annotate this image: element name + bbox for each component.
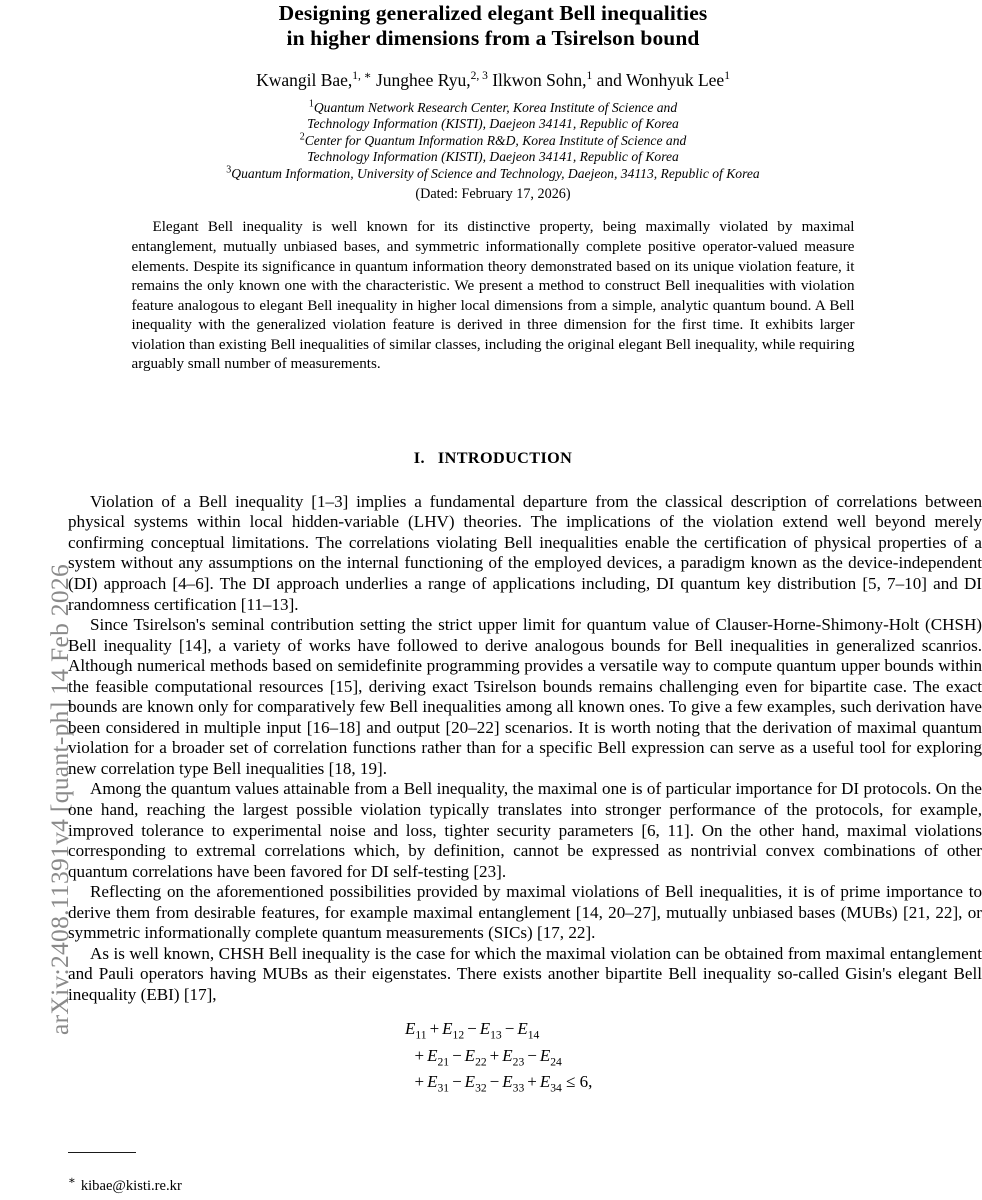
eq1-term1: E <box>405 1019 416 1039</box>
eq1-term4: E <box>517 1019 528 1039</box>
author-2-name: Junghee Ryu, <box>371 70 471 90</box>
equation-line-1 <box>405 1016 645 1043</box>
eq3-op2: − <box>489 1072 500 1092</box>
eq2-term1: E <box>427 1045 438 1065</box>
arxiv-stamp <box>0 0 74 1200</box>
paragraph-4: Reflecting on the aforementioned possibilities provided by maximal violations of Bell inequalities, it is of prime importance to derive them from desirable features, for example maximal entanglement [14, 20–27], mutually unbiased bases (MUBs) [21, 22], or symmetric informationally complete quantum measurements (SICs) [17, 22]. <box>68 882 982 943</box>
footnote-mark: ∗ <box>68 1175 76 1188</box>
eq2-term2: E <box>464 1045 476 1065</box>
author-4-name: and Wonhyuk Lee <box>592 70 725 90</box>
eq3-op1: − <box>452 1072 462 1092</box>
affiliation-3-mark: 3 <box>226 164 232 176</box>
eq3-term2: E <box>464 1072 476 1092</box>
affiliation-2-line-1 <box>68 133 918 149</box>
footnote-corresponding-email <box>68 1175 182 1195</box>
equation-line-3 <box>399 1069 652 1096</box>
arxiv-stamp-text: arXiv:2408.11391v4 [quant-ph] 14 Feb 2026 <box>45 563 74 1035</box>
footnote-email: kibae@kisti.re.kr <box>80 1178 182 1194</box>
eq1-sub3: 13 <box>490 1028 502 1042</box>
eq3-bound: ≤ 6, <box>561 1072 593 1092</box>
affiliation-3-text-1: Quantum Information, University of Science and Technology, Daejeon, 34113, Republic of Korea <box>231 165 760 181</box>
eq1-term2: E <box>442 1019 453 1039</box>
author-2-affiliation-marks: 2, 3 <box>470 70 488 83</box>
affiliation-1-text-1: Quantum Network Research Center, Korea Institute of Science and <box>313 100 678 115</box>
affiliation-list <box>68 100 918 202</box>
section-number: I. <box>413 448 425 467</box>
title-line-1: Designing generalized elegant Bell inequalities <box>278 1 708 25</box>
eq2-term4: E <box>539 1045 551 1065</box>
eq3-term1: E <box>427 1072 438 1092</box>
eq2-sub2: 22 <box>475 1055 487 1069</box>
eq1-op3: − <box>504 1019 515 1039</box>
affiliation-2-line-2: Technology Information (KISTI), Daejeon 34141, Republic of Korea <box>307 149 679 165</box>
paragraph-1: Violation of a Bell inequality [1–3] implies a fundamental departure from the classical description of correlations between physical systems within local hidden-variable (LHV) theories. The implications of the violation extend well beyond merely confirming conceptual limitations. The correlations violating Bell inequalities enable the certification of physical properties of a system without any assumptions on the internal functioning of the employed devices, a paradigm known as the device-independent (DI) approach [4–6]. The DI approach underlies a range of applications including, DI quantum key distribution [5, 7–10] and DI randomness certification [11–13]. <box>68 491 982 614</box>
affiliation-1-line-2: Technology Information (KISTI), Daejeon 34141, Republic of Korea <box>307 116 679 132</box>
footnote-rule <box>68 1152 136 1153</box>
equation-line-2 <box>399 1043 652 1070</box>
eq2-op1: − <box>452 1045 462 1065</box>
eq3-sub3: 33 <box>512 1081 525 1095</box>
body-text <box>68 492 982 1006</box>
eq3-term3: E <box>502 1072 513 1092</box>
eq1-sub1: 11 <box>415 1028 427 1042</box>
eq2-op0: + <box>414 1045 425 1065</box>
eq1-sub4: 14 <box>527 1028 540 1042</box>
eq3-sub2: 32 <box>475 1081 487 1095</box>
paragraph-3: Among the quantum values attainable from a Bell inequality, the maximal one is of particular importance for DI protocols. On the one hand, reaching the largest possible violation typically translates into stronger performance of the protocols, for example, improved tolerance to experimental noise and loss, tighter security parameters [6, 11]. On the other hand, maximal violations corresponding to extremal correlations which, by definition, cannot be expressed as nontrivial convex combinations of other quantum correlations have been favored for DI self-testing [23]. <box>68 779 982 881</box>
eq1-op2: − <box>467 1019 477 1039</box>
author-1-name: Kwangil Bae, <box>256 70 353 90</box>
title-line-2: in higher dimensions from a Tsirelson bound <box>286 26 700 50</box>
eq3-sub1: 31 <box>437 1081 450 1095</box>
section-title: INTRODUCTION <box>437 448 573 467</box>
affiliation-1-mark: 1 <box>308 98 314 110</box>
affiliation-2-mark: 2 <box>299 131 305 143</box>
display-equation-ebi <box>68 1016 982 1096</box>
eq2-term3: E <box>502 1045 513 1065</box>
eq1-sub2: 12 <box>452 1028 465 1042</box>
affiliation-3-line-1 <box>68 166 918 182</box>
eq1-op1: + <box>429 1019 440 1039</box>
paper-page <box>68 0 982 1200</box>
eq3-op3: + <box>527 1072 537 1092</box>
eq2-op2: + <box>489 1045 500 1065</box>
eq1-term3: E <box>479 1019 491 1039</box>
author-3-name: Ilkwon Sohn, <box>487 70 587 90</box>
paragraph-5: As is well known, CHSH Bell inequality is the case for which the maximal violation can be obtained from maximal entanglement and Pauli operators having MUBs as their eigenstates. There exists another bipartite Bell inequality so-called Gisin's elegant Bell inequality (EBI) [17], <box>68 943 982 1004</box>
author-4-affiliation-marks: 1 <box>724 70 730 83</box>
author-1-affiliation-marks: 1, ∗ <box>352 70 372 83</box>
eq2-sub4: 24 <box>550 1055 562 1069</box>
eq2-op3: − <box>527 1045 537 1065</box>
eq3-term4: E <box>539 1072 551 1092</box>
abstract: Elegant Bell inequality is well known for its distinctive property, being maximally violated by maximal entanglement, mutually unbiased bases, and symmetric informationally complete positive operator-valued measure elements. Despite its significance in quantum information theory demonstrated based on its unique violation feature, it remains the only known one with the characteristic. We present a method to construct Bell inequalities with violation feature analogous to elegant Bell inequality in higher local dimensions from a simple, analytic quantum bound. A Bell inequality with the generalized violation feature is derived in three dimension for the first time. It exhibits larger violation than existing Bell inequalities of similar classes, including the original elegant Bell inequality, while requiring arguably small number of measurements. <box>131 219 855 373</box>
dated-line: (Dated: February 17, 2026) <box>415 186 571 203</box>
section-heading-introduction <box>68 449 918 468</box>
eq2-sub1: 21 <box>437 1055 450 1069</box>
eq3-op0: + <box>414 1072 425 1092</box>
affiliation-2-text-1: Center for Quantum Information R&D, Korea Institute of Science and <box>304 132 687 148</box>
eq2-sub3: 23 <box>512 1055 525 1069</box>
author-3-affiliation-marks: 1 <box>586 70 593 83</box>
author-list <box>68 69 918 91</box>
eq3-sub4: 34 <box>550 1081 562 1095</box>
affiliation-1-line-1 <box>68 100 918 116</box>
page-title <box>68 0 918 51</box>
paragraph-2: Since Tsirelson's seminal contribution setting the strict upper limit for quantum value of Clauser-Horne-Shimony-Holt (CHSH) Bell inequality [14], a variety of works have followed to derive analogous bounds for Bell inequalities in generalized scanrios. Although numerical methods based on semidefinite programming provides a versatile way to compute quantum upper bounds within the feasible computational resources [15], deriving exact Tsirelson bounds remains challenging even for bipartite case. The exact bounds are known only for comparatively few Bell inequalities among all known ones. To give a few examples, such derivation have been considered in multiple input [16–18] and output [20–22] scenarios. It is worth noting that the derivation of maximal quantum violation for a broader set of correlation functions rather than for a specific Bell expression can serve as a useful tool for exploring new correlation type Bell inequalities [18, 19]. <box>68 615 982 778</box>
